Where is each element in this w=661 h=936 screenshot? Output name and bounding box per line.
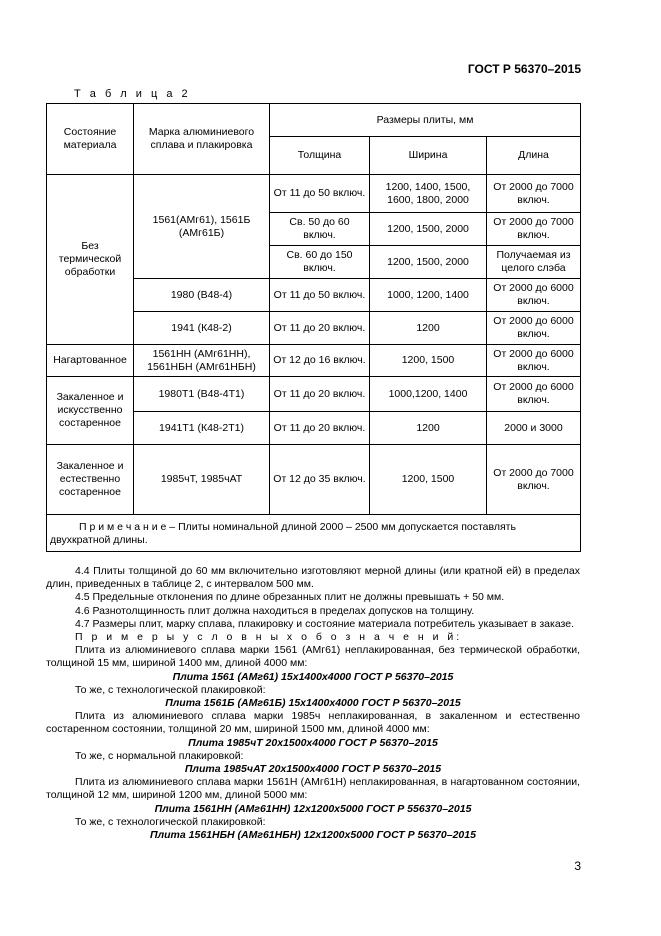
example-1-designation: Плита 1561 (АМг61) 15х1400х4000 ГОСТ Р 56370–2015	[172, 670, 454, 683]
header-width: Ширина	[370, 137, 487, 175]
example-3-same: То же, с технологической плакировкой:	[75, 815, 266, 828]
example-3-designation: Плита 1561НН (АМг61НН) 12х1200х5000 ГОСТ Р 556370–2015	[154, 802, 472, 815]
cell-thickness-r8: От 11 до 20 включ.	[270, 412, 370, 445]
example-2-designation: Плита 1985чТ 20х1500х4000 ГОСТ Р 56370–2015	[188, 736, 438, 749]
clause-4-7: 4.7 Размеры плит, марку сплава, плакировку и состояние материала потребитель указывает в заказе.	[75, 617, 575, 630]
cell-grade-r5: 1941 (К48-2)	[134, 312, 270, 345]
cell-grade-r9: 1985чТ, 1985чАТ	[134, 445, 270, 515]
example-1-text: Плита из алюминиевого сплава марки 1561 (АМг61) неплакированная, без термической обработки, толщиной 15 мм, шириной 1400 мм, длиной 4000 мм:	[46, 644, 580, 670]
header-sizes: Размеры плиты, мм	[270, 104, 581, 137]
cell-thickness-r2: Св. 50 до 60 включ.	[270, 213, 370, 246]
note-text: – Плиты номинальной длиной 2000 – 2500 мм допускается поставлять двухкратной длины.	[50, 521, 516, 546]
example-1-same: То же, с технологической плакировкой:	[75, 683, 266, 696]
cell-length-r2: От 2000 до 7000 включ.	[487, 213, 581, 246]
cell-grade-r7: 1980Т1 (В48-4Т1)	[134, 377, 270, 412]
note-label: П р и м е ч а н и е	[79, 521, 167, 533]
examples-title: П р и м е р ы у с л о в н ы х о б о з н а ч е н и й:	[75, 631, 463, 644]
example-3b-designation: Плита 1561НБН (АМг61НБН) 12х1200х5000 ГОСТ Р 56370–2015	[150, 829, 476, 842]
cell-width-r3: 1200, 1500, 2000	[370, 246, 487, 279]
cell-grade-r4: 1980 (В48-4)	[134, 279, 270, 312]
example-2-text: Плита из алюминиевого сплава марки 1985ч неплакированная, в закаленном и естественно состаренном состоянии, толщиной 20 мм, шириной 1500 мм, длиной 4000 мм:	[46, 710, 580, 736]
clause-4-6: 4.6 Разнотолщинность плит должна находиться в пределах допусков на толщину.	[75, 604, 475, 617]
example-2b-designation: Плита 1985чАТ 20х1500х4000 ГОСТ Р 56370–2015	[184, 763, 442, 776]
clause-4-4: 4.4 Плиты толщиной до 60 мм включительно изготовляют мерной длины (или кратной ей) в пределах длин, приведенных в таблице 2, с интервалом 500 мм.	[46, 565, 580, 591]
table-caption: Т а б л и ц а 2	[74, 88, 191, 100]
header-grade: Марка алюминиевого сплава и плакировка	[134, 104, 270, 175]
cell-length-r9: От 2000 до 7000 включ.	[487, 445, 581, 515]
cell-thickness-r6: От 12 до 16 включ.	[270, 345, 370, 377]
cell-state-r6: Нагартованное	[47, 345, 134, 377]
cell-length-r3: Получаемая из целого слэба	[487, 246, 581, 279]
cell-width-r7: 1000,1200, 1400	[370, 377, 487, 412]
cell-thickness-r1: От 11 до 50 включ.	[270, 175, 370, 213]
cell-width-r5: 1200	[370, 312, 487, 345]
header-length: Длина	[487, 137, 581, 175]
cell-thickness-r3: Св. 60 до 150 включ.	[270, 246, 370, 279]
cell-state-r9: Закаленное и естественно состаренное	[47, 445, 134, 515]
cell-state-r1: Без термической обработки	[47, 175, 134, 345]
cell-thickness-r9: От 12 до 35 включ.	[270, 445, 370, 515]
cell-grade-r6: 1561НН (АМг61НН), 1561НБН (АМг61НБН)	[134, 345, 270, 377]
cell-length-r7: От 2000 до 6000 включ.	[487, 377, 581, 412]
document-id: ГОСТ Р 56370–2015	[467, 62, 581, 76]
header-state: Состояние материала	[47, 104, 134, 175]
cell-grade-r8: 1941Т1 (К48-2Т1)	[134, 412, 270, 445]
cell-width-r1: 1200, 1400, 1500, 1600, 1800, 2000	[370, 175, 487, 213]
example-1b-designation: Плита 1561Б (АМг61Б) 15х1400х4000 ГОСТ Р 56370–2015	[165, 697, 461, 710]
table-2	[46, 103, 581, 552]
cell-width-r4: 1000, 1200, 1400	[370, 279, 487, 312]
clause-4-5: 4.5 Предельные отклонения по длине обрезанных плит не должны превышать + 50 мм.	[75, 591, 505, 604]
cell-width-r6: 1200, 1500	[370, 345, 487, 377]
cell-length-r6: От 2000 до 6000 включ.	[487, 345, 581, 377]
cell-length-r4: От 2000 до 6000 включ.	[487, 279, 581, 312]
cell-length-r8: 2000 и 3000	[487, 412, 581, 445]
header-thickness: Толщина	[270, 137, 370, 175]
cell-state-r7: Закаленное и искусственно состаренное	[47, 377, 134, 445]
body-text	[46, 565, 580, 842]
cell-grade-r1: 1561(АМг61), 1561Б (АМг61Б)	[134, 175, 270, 279]
example-3-text: Плита из алюминиевого сплава марки 1561Н (АМг61Н) неплакированная, в нагартованном состоянии, толщиной 12 мм, шириной 1200 мм, длиной 5000 мм:	[46, 776, 580, 802]
cell-thickness-r4: От 11 до 50 включ.	[270, 279, 370, 312]
cell-width-r2: 1200, 1500, 2000	[370, 213, 487, 246]
cell-length-r5: От 2000 до 6000 включ.	[487, 312, 581, 345]
cell-thickness-r5: От 11 до 20 включ.	[270, 312, 370, 345]
table-note	[47, 515, 581, 552]
page-number: 3	[574, 859, 581, 873]
example-2-same: То же, с нормальной плакировкой:	[75, 749, 244, 762]
cell-thickness-r7: От 11 до 20 включ.	[270, 377, 370, 412]
cell-width-r8: 1200	[370, 412, 487, 445]
cell-length-r1: От 2000 до 7000 включ.	[487, 175, 581, 213]
cell-width-r9: 1200, 1500	[370, 445, 487, 515]
